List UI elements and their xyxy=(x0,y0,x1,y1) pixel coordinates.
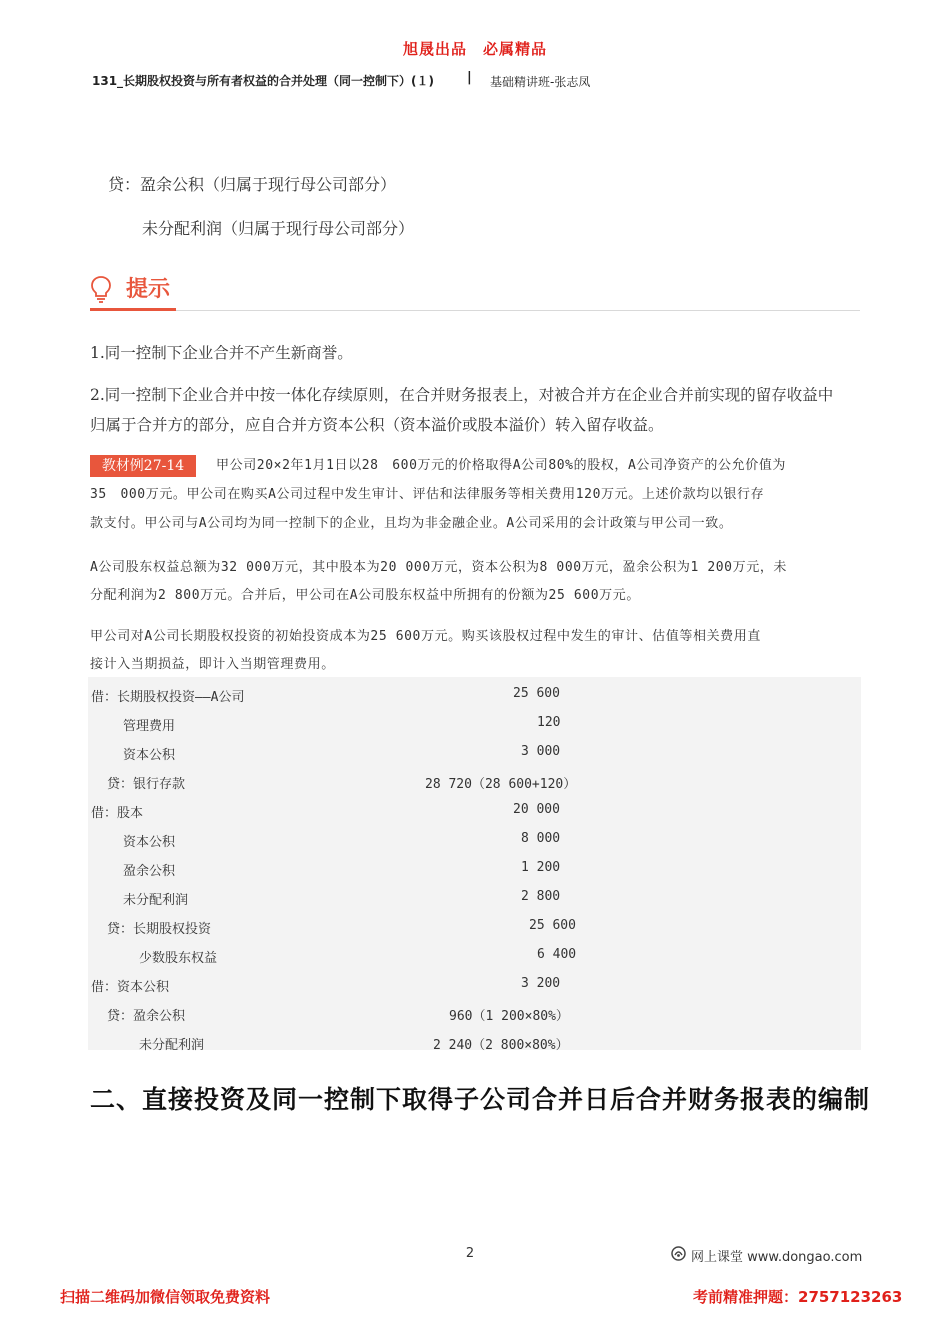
example-para1-line3: 款支付。甲公司与A公司均为同一控制下的企业，且均为非金融企业。A公司采用的会计政策与甲公司一致。 xyxy=(90,516,733,531)
example-para1-line1: 甲公司20×2年1月1日以28 600万元的价格取得A公司80%的股权，A公司净资产的公允价值为 xyxy=(216,458,787,473)
journal-account: 贷：盈余公积 xyxy=(107,1009,186,1024)
lightbulb-icon xyxy=(90,275,112,303)
journal-account: 盈余公积 xyxy=(123,864,176,879)
tip-divider xyxy=(90,310,860,311)
journal-account: 资本公积 xyxy=(123,748,176,763)
journal-amount: 8 000 xyxy=(521,831,561,846)
dongao-logo-icon xyxy=(671,1246,686,1261)
journal-account: 未分配利润 xyxy=(123,893,189,908)
journal-amount: 25 600 xyxy=(529,918,576,933)
credit-line-surplus: 贷：盈余公积（归属于现行母公司部分） xyxy=(108,175,397,194)
course-name: 基础精讲班-张志凤 xyxy=(490,75,591,89)
journal-account: 借：长期股权投资——A公司 xyxy=(91,690,245,705)
journal-amount: 2 240（2 800×80%） xyxy=(433,1038,569,1053)
journal-account: 资本公积 xyxy=(123,835,176,850)
tip-item-2: 2.同一控制下企业合并中按一体化存续原则，在合并财务报表上，对被合并方在企业合并前实现的留存收益中 xyxy=(90,386,834,404)
journal-account: 借：股本 xyxy=(91,806,144,821)
tip-label: 提示 xyxy=(126,276,171,302)
journal-amount: 28 720（28 600+120） xyxy=(425,777,577,792)
site-url: 网上课堂 www.dongao.com xyxy=(691,1250,863,1265)
journal-amount: 3 000 xyxy=(521,744,561,759)
example-badge: 教材例27-14 xyxy=(90,455,196,477)
example-para2-line1: A公司股东权益总额为32 000万元，其中股本为20 000万元，资本公积为8 000万元，盈余公积为1 200万元，未 xyxy=(90,560,788,575)
section-heading: 二、直接投资及同一控制下取得子公司合并日后合并财务报表的编制 xyxy=(90,1085,871,1114)
journal-account: 未分配利润 xyxy=(139,1038,205,1053)
page-number: 2 xyxy=(465,1246,475,1261)
tip-underline xyxy=(90,308,176,311)
tip-item-2-cont: 归属于合并方的部分，应自合并方资本公积（资本溢价或股本溢价）转入留存收益。 xyxy=(90,416,664,434)
footer-promo-right: 考前精准押题：2757123263 xyxy=(693,1288,903,1306)
footer-promo-left: 扫描二维码加微信领取免费资料 xyxy=(60,1288,271,1306)
journal-amount: 20 000 xyxy=(513,802,560,817)
journal-account: 贷：长期股权投资 xyxy=(107,922,212,937)
example-para3-line2: 接计入当期损益，即计入当期管理费用。 xyxy=(90,657,335,672)
journal-amount: 25 600 xyxy=(513,686,560,701)
journal-entries xyxy=(88,677,861,1053)
journal-account: 管理费用 xyxy=(123,719,176,734)
header-separator: | xyxy=(467,70,472,85)
journal-amount: 120 xyxy=(537,715,561,730)
example-para3-line1: 甲公司对A公司长期股权投资的初始投资成本为25 600万元。购买该股权过程中发生的审计、估值等相关费用直 xyxy=(90,629,761,644)
example-para1-line2: 35 000万元。甲公司在购买A公司过程中发生审计、评估和法律服务等相关费用120万元。上述价款均以银行存 xyxy=(90,487,765,502)
journal-account: 少数股东权益 xyxy=(139,951,218,966)
journal-account: 借：资本公积 xyxy=(91,980,170,995)
journal-amount: 6 400 xyxy=(537,947,577,962)
credit-line-retained: 未分配利润（归属于现行母公司部分） xyxy=(142,219,415,238)
journal-amount: 1 200 xyxy=(521,860,561,875)
journal-amount: 2 800 xyxy=(521,889,561,904)
journal-account: 贷：银行存款 xyxy=(107,777,186,792)
tip-item-1: 1.同一控制下企业合并不产生新商誉。 xyxy=(90,344,353,362)
journal-amount: 960（1 200×80%） xyxy=(449,1009,569,1024)
brand-slogan: 旭晟出品 必属精品 xyxy=(402,40,547,58)
journal-amount: 3 200 xyxy=(521,976,561,991)
example-para2-line2: 分配利润为2 800万元。合并后，甲公司在A公司股东权益中所拥有的份额为25 600万元。 xyxy=(90,588,640,603)
document-title: 131_长期股权投资与所有者权益的合并处理（同一控制下）(１) xyxy=(92,74,435,88)
